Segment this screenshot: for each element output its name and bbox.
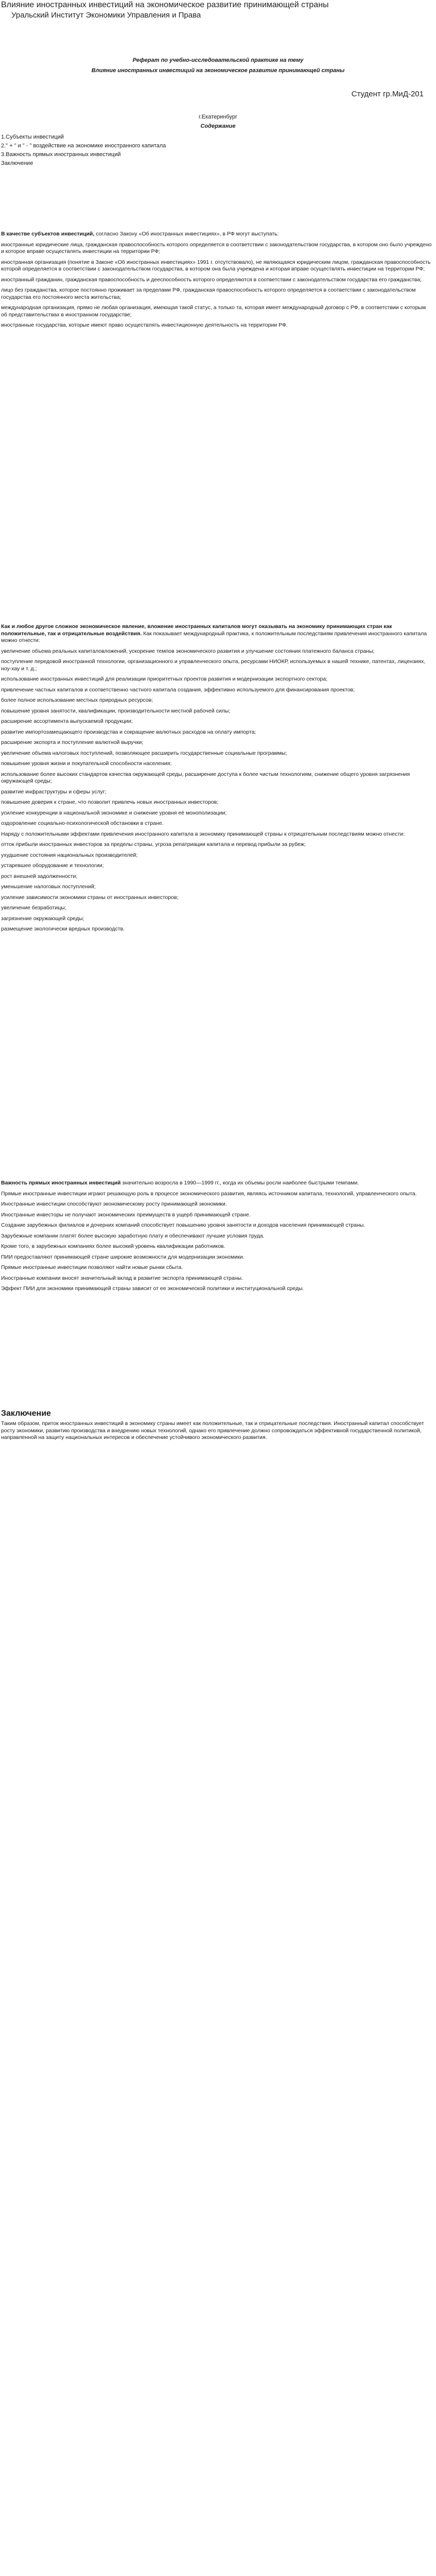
paragraph: увеличение объема налоговых поступлений, позволяющее расширить государственные социальные программы; (1, 750, 287, 756)
conclusion-heading: Заключение (1, 1409, 51, 1418)
paragraph: устаревшее оборудование и технологии; (1, 862, 104, 869)
section-lead-bold: В качестве субъектов инвестиций, (1, 231, 95, 237)
paragraph: Прямые иностранные инвестиции играют решающую роль в процессе экономического развития, являясь источником капитала, технологий, управленческого опыта. (1, 1190, 417, 1197)
city: г.Екатеринбург (199, 114, 237, 120)
paragraph: развитие импортозамещающего производства и сокращение валютных расходов на оплату импорта; (1, 728, 256, 735)
toc-item: 1.Субъекты инвестиций (1, 134, 64, 140)
report-topic: Влияние иностранных инвестиций на экономическое развитие принимающей страны (91, 67, 345, 74)
title-section (0, 57, 436, 168)
paragraph: повышение уровня жизни и покупательной способности населения; (1, 760, 172, 767)
paragraph: привлечение частных капиталов и соответственно частного капитала создания, эффективно используемого для финансирования проектов; (1, 686, 355, 693)
paragraph: лицо без гражданства, которое постоянно проживает за пределами РФ, гражданская правоспособность которого определяется в соответствии с законодательством государства его постоянного места жительства; (1, 287, 416, 300)
paragraph: загрязнение окружающей среды; (1, 915, 84, 922)
section-lead-text: Как показывает международный практика, к положительным последствиям привлечения иностранного капитала можно отнести: (1, 630, 427, 643)
paragraph: усиление зависимости экономики страны от иностранных инвесторов; (1, 894, 179, 901)
paragraph: Эффект ПИИ для экономики принимающей страны зависит от ее экономической политики и институциональной среды. (1, 1285, 304, 1292)
section-fdi-importance (1, 1180, 432, 1296)
paragraph: иностранные государства, которые имеют право осуществлять инвестиционную деятельность на территории РФ. (1, 322, 288, 328)
toc-heading: Содержание (200, 123, 236, 129)
paragraph: Иностранные компании вносят значительный вклад в развитие экспорта принимающей страны. (1, 1275, 243, 1281)
section-lead (1, 231, 432, 238)
paragraph: Создание зарубежных филиалов и дочерних компаний способствует повышению уровня занятости и доходов населения принимающей страны. (1, 1222, 365, 1228)
section-capital-effects (1, 623, 432, 937)
paragraph: рост внешней задолженности; (1, 873, 78, 879)
section-investment-subjects (1, 231, 432, 333)
paragraph: Зарубежные компании платят более высокую заработную плату и обеспечивают лучшие условия труда. (1, 1232, 265, 1239)
section-lead (1, 623, 432, 645)
paragraph: иностранный гражданин, гражданская правоспособность и дееспособность которого определяются в соответствии с законодательством государства его гражданства; (1, 276, 422, 283)
paragraph: иностранные юридические лица, гражданская правоспособность которого определяется в соответствии с законодательством государства, в котором оно было учреждено и которое вправе осуществлять инвестиции на территории РФ; (1, 241, 432, 255)
paragraph: размещение экологически вредных производств. (1, 926, 125, 932)
section-lead-bold: Как и любое другое сложное экономическое явление, вложение иностранных капиталов могут оказывать на экономику принимающих стран как положительные, так и отрицательные воздействия. (1, 623, 392, 637)
conclusion-text: Таким образом, приток иностранных инвестиций в экономику страны имеет как положительные, так и отрицательные последствия. Иностранный капитал способствует росту экономики, развитию производства и внедрению новых технологий, однако его привлечение должно сопровождаться эффективной государственной политикой, направленной на защиту национальных интересов и обеспечение устойчивого экономического развития. (1, 1420, 424, 1440)
paragraph: международная организация, прямо не любая организация, имеющая такой статус, а только та, которая имеет международный договор с РФ, в соответствии с которым об представительствах в иностранном государстве; (1, 304, 426, 318)
paragraph: поступление передовой иностранной технологии, организационного и управленческого опыта, ресурсами НИОКР, используемых в нашей технике, патентах, лицензиях, ноу-хау и т. д.; (1, 658, 426, 672)
section-lead-text: значительно возросла в 1990—1999 гг., когда их объемы росли наиболее быстрыми темпами. (120, 1180, 359, 1186)
section-lead-bold: Важность прямых иностранных инвестиций (1, 1180, 121, 1186)
paragraph: ухудшение состояния национальных производителей; (1, 852, 138, 858)
toc-item: 3.Важность прямых иностранных инвестиций (1, 151, 121, 158)
paragraph: более полное использование местных природных ресурсов; (1, 697, 153, 703)
conclusion-section (1, 1409, 432, 1445)
paragraph: использование иностранных инвестиций для реализации приоритетных проектов развития и модернизации экспортного сектора; (1, 676, 328, 682)
section-lead (1, 1180, 432, 1187)
table-of-contents (1, 133, 436, 167)
report-type: Реферат по учебно-исследовательской практике на тему (132, 57, 304, 63)
paragraph: Кроме того, в зарубежных компаниях более высокий уровень квалификации работников. (1, 1243, 225, 1249)
paragraph: усиление конкуренции в национальной экономике и снижение уровня её монополизации; (1, 809, 227, 816)
paragraph: расширение ассортимента выпускаемой продукции; (1, 718, 133, 724)
document-title: Влияние иностранных инвестиций на экономическое развитие принимающей страны (1, 1, 329, 9)
paragraph: Иностранные инвесторы не получают экономических преимуществ в ущерб принимающей стране. (1, 1211, 251, 1218)
toc-item: Заключение (1, 160, 33, 166)
paragraph: использование более высоких стандартов качества окружающей среды, расширение доступа к более чистым технологиям, снижение общего уровня загрязнения окружающей среды; (1, 771, 410, 784)
paragraph: иностранная организация (понятие в Законе «Об иностранных инвестициях» 1991 г. отсутствовало), не являющаяся юридическим лицом, гражданская правоспособность которой определяется в соответствии с законодательством государства, в котором она была учреждена и которая вправе осуществлять инвестиции на территории РФ; (1, 259, 431, 272)
paragraph: уменьшение налоговых поступлений; (1, 884, 96, 890)
paragraph: увеличение безработицы; (1, 905, 66, 911)
paragraph: Наряду с положительными эффектами привлечения иностранного капитала в экономику принимающей страны к отрицательным последствиям можно отнести: (1, 831, 405, 837)
paragraph: ПИИ предоставляют принимающей стране широкие возможности для модернизации экономики. (1, 1253, 245, 1260)
toc-item: 2." + " и " - " воздействие на экономике иностранного капитала (1, 143, 166, 149)
paragraph: повышение доверия к стране, что позволит привлечь новых иностранных инвесторов; (1, 799, 219, 805)
institute-name: Уральский Институт Экономики Управления и Права (11, 11, 201, 20)
paragraph: расширение экспорта и поступление валютной выручки; (1, 739, 144, 745)
paragraph: Прямые иностранные инвестиции позволяют найти новые рынки сбыта. (1, 1264, 183, 1270)
paragraph: отток прибыли иностранных инвесторов за пределы страны, угроза репатриации капитала и перевод прибыли за рубеж; (1, 841, 306, 848)
paragraph: повышение уровня занятости, квалификации, производительности местной рабочей силы; (1, 707, 231, 714)
section-lead-text: согласно Закону «Об иностранных инвестициях», в РФ могут выступать: (94, 231, 279, 237)
paragraph: увеличение объема реальных капиталовложений, ускорение темпов экономического развития и улучшение состояния платежного баланса страны; (1, 648, 375, 654)
paragraph: развитие инфраструктуры и сферы услуг; (1, 788, 107, 795)
paragraph: оздоровление социально-психологической обстановки в стране. (1, 820, 164, 826)
student-group: Студент гр.МиД-201 (351, 90, 424, 98)
paragraph: Иностранные инвестиции способствуют экономическому росту принимающей экономики. (1, 1201, 227, 1207)
